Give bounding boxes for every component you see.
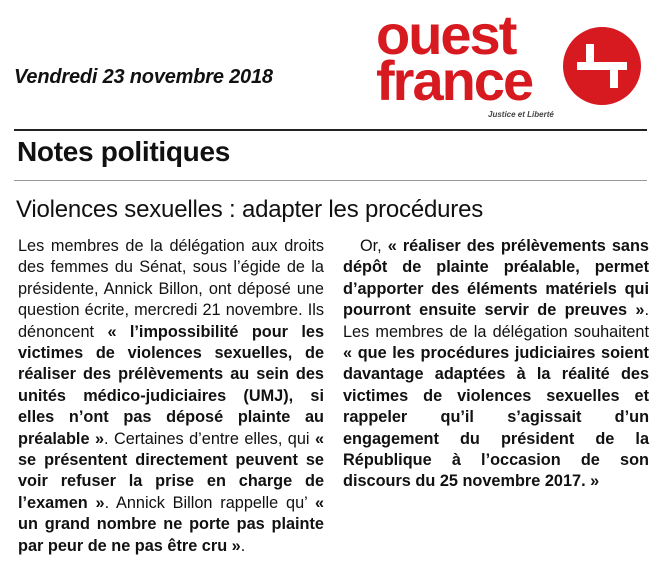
publication-date: Vendredi 23 novembre 2018 [14, 66, 273, 88]
article-paragraph-1: Les membres de la délégation aux droits des femmes du Sénat, sous l’égide de la présidente, Annick Billon, ont déposé une question écrite, mercredi 21 novembre. Ils dénoncent « l’impossibilité pour les victimes de violences sexuelles, de réaliser des prélèvements au sein des unités médico-judiciaires (UMJ), si elles n’ont pas déposé plainte au préalable ». Certaines d’entre elles, qui « se présentent directement peuvent se voir refuser la prise en charge de l’examen ». Annick Billon rappelle qu’ « un grand nombre ne porte pas plainte par peur de ne pas être cru ». [18, 237, 325, 555]
article-headline: Violences sexuelles : adapter les procédures [16, 196, 484, 223]
logo-word-ouest: ouest [376, 3, 516, 66]
article-column-2 [343, 236, 649, 493]
section-divider [14, 180, 647, 181]
top-divider [14, 129, 647, 131]
logo-emblem-icon [562, 26, 642, 106]
logo-tagline: Justice et Liberté [488, 110, 554, 119]
article-paragraph-2: Or, « réaliser des prélèvements sans dépôt de plainte préalable, permet d’apporter des éléments matériels qui pourront ensuite servir de preuves ». Les membres de la délégation souhaitent « que les procédures judiciaires soient davantage adaptées à la réalité des victimes de violences sexuelles et rappeler qu’il s’agissait d’un engagement du président de la République à l’occasion de son discours du 25 novembre 2017. » [343, 237, 650, 491]
logo-word-france: france [376, 49, 533, 112]
article-column-1 [18, 236, 324, 557]
section-title: Notes politiques [17, 136, 230, 167]
ouest-france-logo [376, 3, 648, 126]
